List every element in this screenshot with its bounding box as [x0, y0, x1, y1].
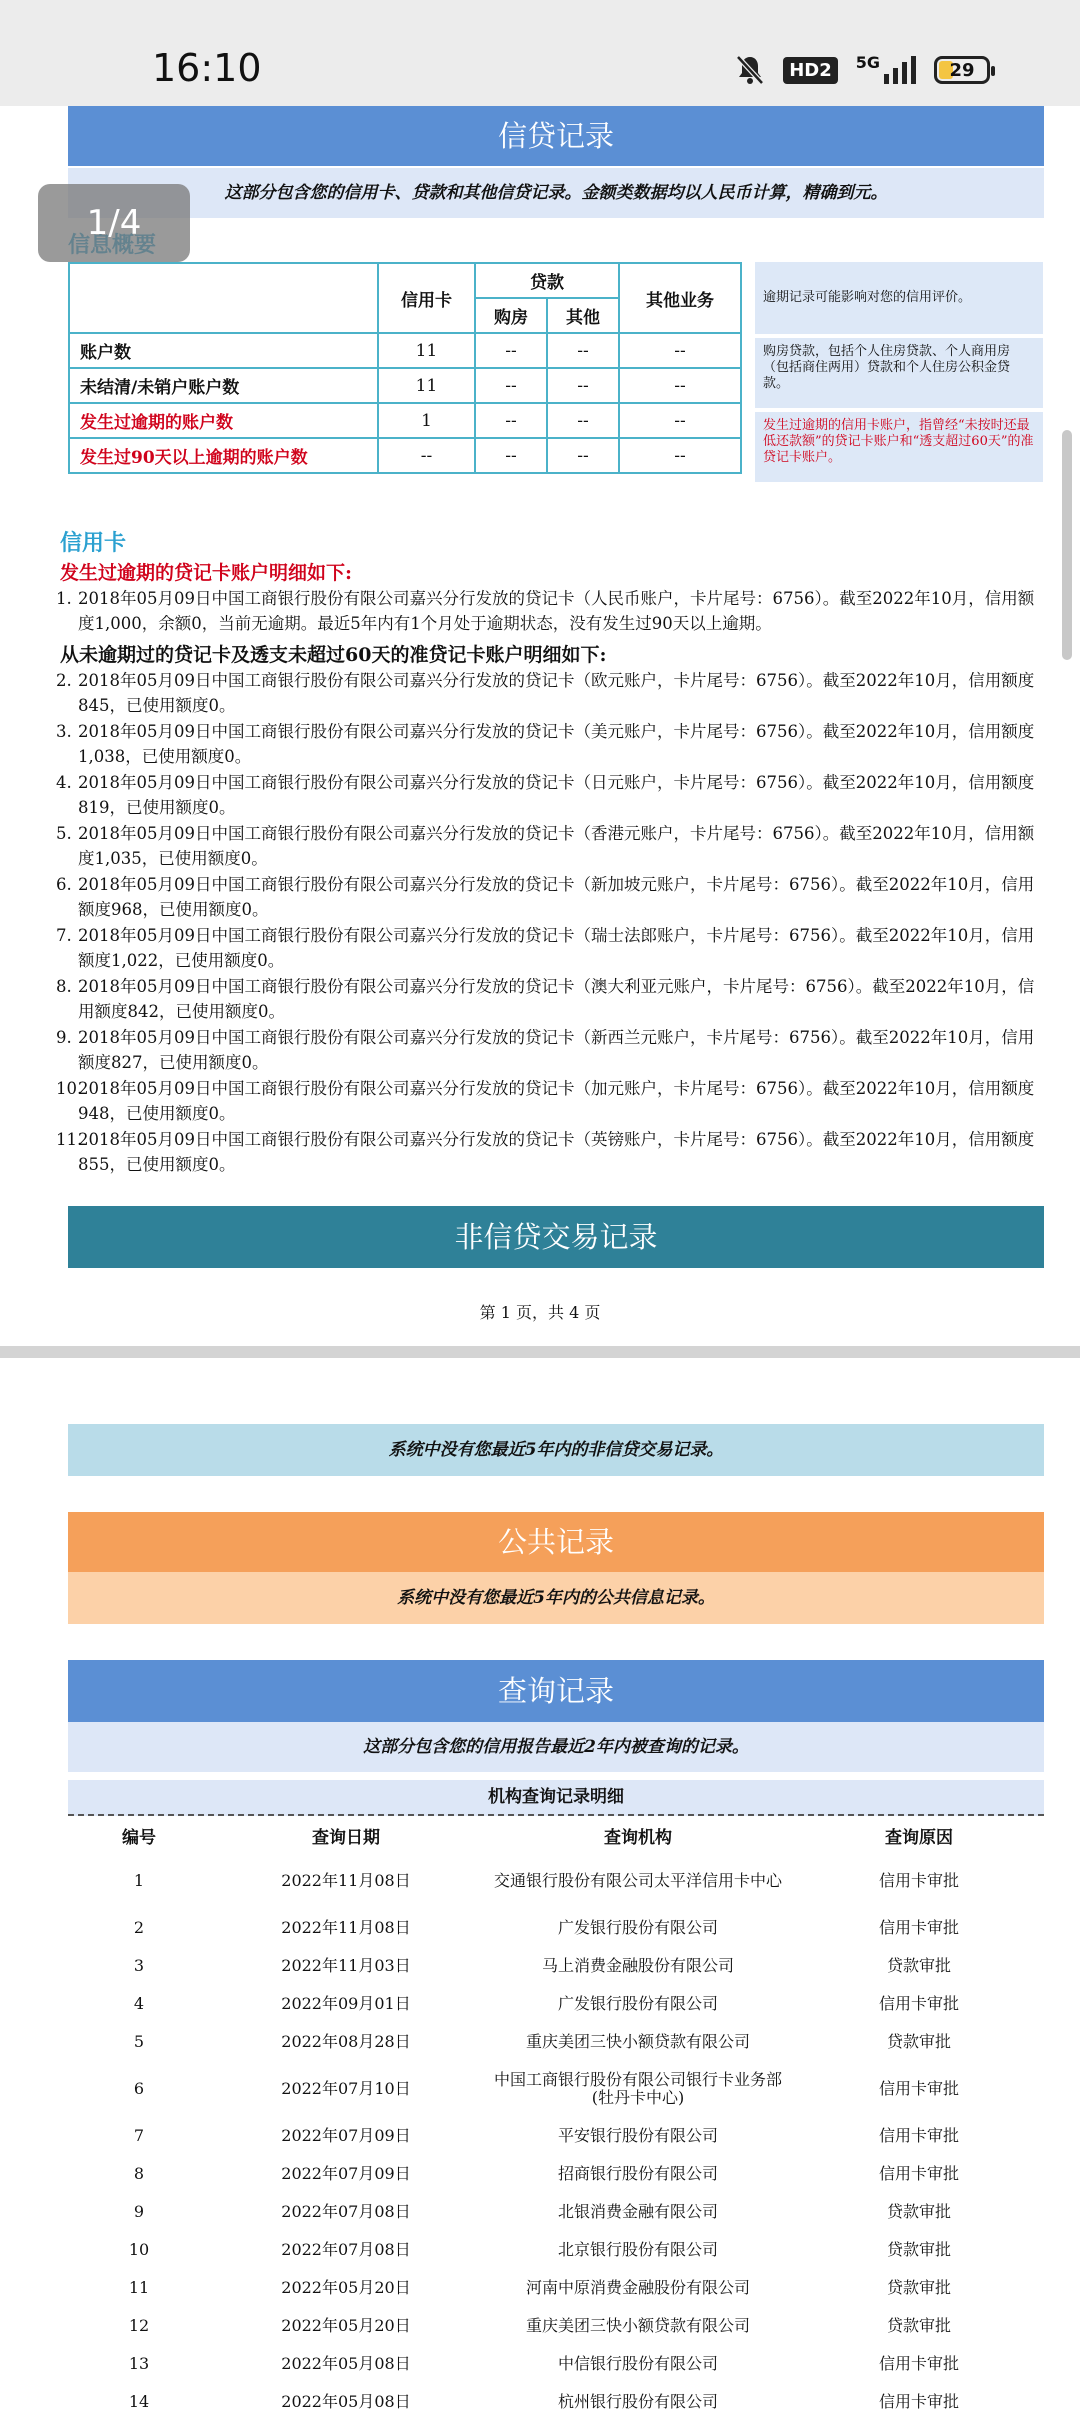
public-records-note: 系统中没有您最近5年内的公共信息记录。	[68, 1572, 1044, 1624]
table-row: 14 2022年05月08日 杭州银行股份有限公司 信用卡审批	[128, 2392, 959, 2411]
table-row: 发生过逾期的账户数 1 -- -- --	[69, 403, 741, 438]
side-note-housing: 购房贷款，包括个人住房贷款、个人商用房（包括商住两用）贷款和个人住房公积金贷款。	[755, 338, 1043, 408]
list-item: 3. 2018年05月09日中国工商银行股份有限公司嘉兴分行发放的贷记卡（美元账户，卡片尾号：6756）。截至2022年10月，信用额度1,038，已使用额度0。	[56, 722, 1035, 766]
page-divider	[0, 1346, 1080, 1358]
table-row: 12 2022年05月20日 重庆美团三快小额贷款有限公司 贷款审批	[128, 2316, 951, 2335]
normal-heading: 从未逾期过的贷记卡及透支未超过60天的准贷记卡账户明细如下:	[60, 644, 607, 666]
status-time: 16:10	[152, 46, 262, 90]
table-row: 4 2022年09月01日 广发银行股份有限公司 信用卡审批	[133, 1994, 959, 2013]
query-records-header	[68, 1660, 1044, 1722]
query-records-note: 这部分包含您的信用报告最近2年内被查询的记录。	[68, 1722, 1044, 1772]
side-note-overdue-def: 发生过逾期的信用卡账户，指曾经“未按时还最低还款额”的贷记卡账户和“透支超过60天”的准贷记卡账户。	[755, 412, 1043, 482]
page-indicator: 1/4	[38, 184, 190, 262]
list-item: 7. 2018年05月09日中国工商银行股份有限公司嘉兴分行发放的贷记卡（瑞士法郎账户，卡片尾号：6756）。截至2022年10月，信用额度1,022，已使用额度0。	[56, 926, 1035, 970]
table-row: 9 2022年07月08日 北银消费金融有限公司 贷款审批	[133, 2202, 951, 2221]
table-row: 未结清/未销户账户数 11 -- -- --	[69, 368, 741, 403]
non-credit-header	[68, 1206, 1044, 1268]
query-table	[68, 1817, 1044, 2421]
table-row: 7 2022年07月09日 平安银行股份有限公司 信用卡审批	[133, 2126, 959, 2145]
table-row: 账户数 11 -- -- --	[69, 333, 741, 368]
signal-icon	[884, 56, 916, 84]
side-note-overdue: 逾期记录可能影响对您的信用评价。	[755, 262, 1043, 334]
table-row: 2 2022年11月08日 广发银行股份有限公司 信用卡审批	[133, 1918, 959, 1937]
list-item: 5. 2018年05月09日中国工商银行股份有限公司嘉兴分行发放的贷记卡（香港元账户，卡片尾号：6756）。截至2022年10月，信用额度1,035，已使用额度0。	[56, 824, 1035, 868]
public-records-header	[68, 1512, 1044, 1572]
list-item: 10. 2018年05月09日中国工商银行股份有限公司嘉兴分行发放的贷记卡（加元账户，卡片尾号：6756）。截至2022年10月，信用额度948，已使用额度0。	[56, 1079, 1035, 1123]
table-row: 10 2022年07月08日 北京银行股份有限公司 贷款审批	[128, 2240, 951, 2259]
col-other-biz: 其他业务	[619, 263, 741, 333]
table-row: 6 2022年07月10日 中国工商银行股份有限公司银行卡业务部(牡丹卡中心) 信用卡审批	[133, 2070, 959, 2107]
list-item: 8. 2018年05月09日中国工商银行股份有限公司嘉兴分行发放的贷记卡（澳大利亚元账户，卡片尾号：6756）。截至2022年10月，信用额度842，已使用额度0。	[56, 977, 1035, 1021]
overdue-heading: 发生过逾期的贷记卡账户明细如下:	[60, 562, 353, 584]
non-credit-title: 非信贷交易记录	[454, 1220, 658, 1254]
mute-icon	[735, 54, 765, 86]
table-row: 3 2022年11月03日 马上消费金融股份有限公司 贷款审批	[133, 1956, 951, 1975]
page-footer: 第 1 页，共 4 页	[479, 1303, 601, 1322]
hd-voice-icon: HD2	[783, 57, 838, 84]
list-item: 11. 2018年05月09日中国工商银行股份有限公司嘉兴分行发放的贷记卡（英镑账户，卡片尾号：6756）。截至2022年10月，信用额度855，已使用额度0。	[56, 1130, 1035, 1174]
col-card: 信用卡	[378, 263, 475, 333]
table-row: 8 2022年07月09日 招商银行股份有限公司 信用卡审批	[133, 2164, 959, 2183]
table-row: 1 2022年11月08日 交通银行股份有限公司太平洋信用卡中心 信用卡审批	[133, 1871, 959, 1890]
credit-section-title: 信贷记录	[497, 119, 614, 153]
status-bar	[0, 0, 1080, 106]
non-credit-note: 系统中没有您最近5年内的非信贷交易记录。	[68, 1424, 1044, 1476]
battery-level: 29	[949, 59, 975, 81]
table-row: 发生过90天以上逾期的账户数 -- -- -- --	[69, 438, 741, 473]
table-row: 5 2022年08月28日 重庆美团三快小额贷款有限公司 贷款审批	[133, 2032, 951, 2051]
list-item: 1. 2018年05月09日中国工商银行股份有限公司嘉兴分行发放的贷记卡（人民币账户，卡片尾号：6756）。截至2022年10月，信用额度1,000，余额0，当前无逾期。最近5年内有1个月处于逾期状态，没有发生过90天以上逾期。	[56, 589, 1035, 633]
query-subtitle: 机构查询记录明细	[68, 1780, 1044, 1816]
table-row: 13 2022年05月08日 中信银行股份有限公司 信用卡审批	[128, 2354, 959, 2373]
battery-icon	[934, 56, 990, 84]
list-item: 9. 2018年05月09日中国工商银行股份有限公司嘉兴分行发放的贷记卡（新西兰元账户，卡片尾号：6756）。截至2022年10月，信用额度827，已使用额度0。	[56, 1028, 1035, 1072]
network-type: 5G	[855, 52, 880, 72]
col-loan: 贷款	[475, 263, 619, 298]
query-table-header: 编号 查询日期 查询机构 查询原因	[122, 1827, 953, 1848]
credit-section-header	[68, 106, 1044, 166]
report-page-1	[0, 106, 1080, 1346]
col-house: 购房	[475, 298, 547, 333]
list-item: 4. 2018年05月09日中国工商银行股份有限公司嘉兴分行发放的贷记卡（日元账户，卡片尾号：6756）。截至2022年10月，信用额度819，已使用额度0。	[56, 773, 1035, 817]
list-item: 2. 2018年05月09日中国工商银行股份有限公司嘉兴分行发放的贷记卡（欧元账户，卡片尾号：6756）。截至2022年10月，信用额度845，已使用额度0。	[56, 671, 1035, 715]
status-icons	[735, 50, 990, 90]
summary-table	[68, 262, 742, 474]
list-item: 6. 2018年05月09日中国工商银行股份有限公司嘉兴分行发放的贷记卡（新加坡元账户，卡片尾号：6756）。截至2022年10月，信用额度968，已使用额度0。	[56, 875, 1035, 919]
scrollbar[interactable]	[1062, 430, 1072, 660]
credit-section-note: 这部分包含您的信用卡、贷款和其他信贷记录。金额类数据均以人民币计算，精确到元。	[68, 168, 1044, 218]
card-heading: 信用卡	[60, 531, 127, 556]
public-records-title: 公共记录	[497, 1525, 614, 1559]
query-records-title: 查询记录	[497, 1674, 614, 1708]
col-other-loan: 其他	[547, 298, 619, 333]
table-row: 11 2022年05月20日 河南中原消费金融股份有限公司 贷款审批	[128, 2278, 951, 2297]
